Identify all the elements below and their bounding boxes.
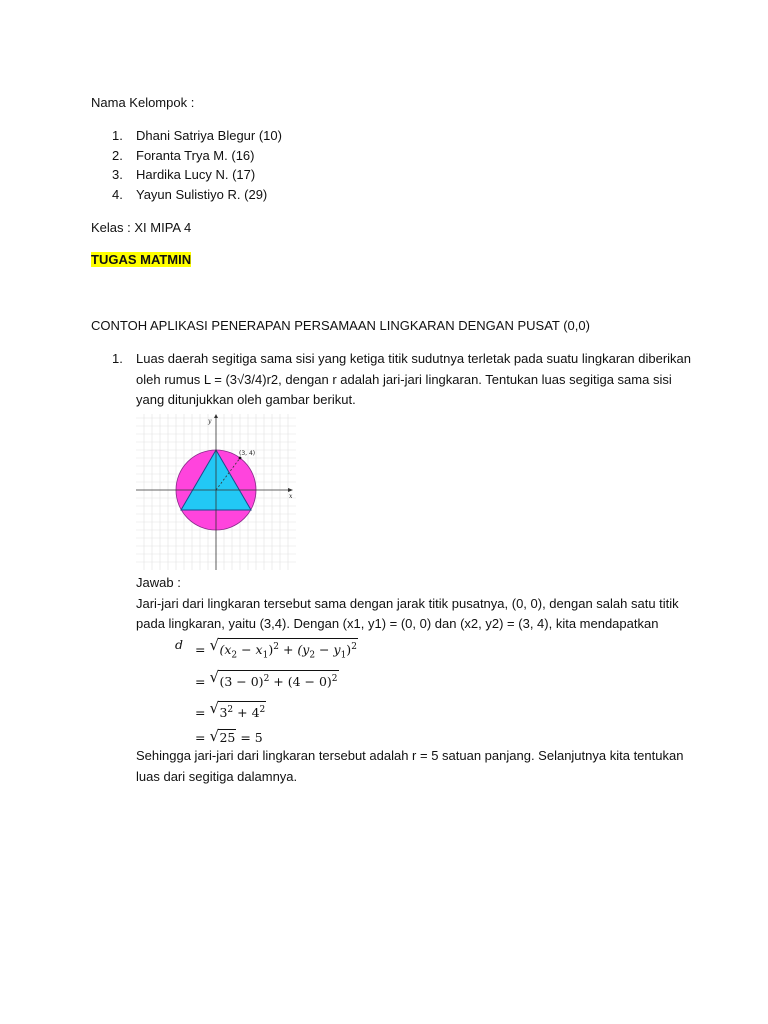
circle-triangle-figure bbox=[136, 414, 296, 570]
math-sup: 2 bbox=[263, 674, 270, 684]
answer-label: Jawab : bbox=[136, 575, 181, 590]
kelas-label: Kelas : XI MIPA 4 bbox=[91, 220, 192, 235]
math-line-1 bbox=[195, 638, 358, 664]
math-sup: 2 bbox=[331, 674, 338, 684]
math-term: − y bbox=[315, 642, 341, 658]
math-term: 25 bbox=[219, 730, 236, 745]
math-term: + (4 − 0) bbox=[269, 674, 332, 690]
tugas-highlight: TUGAS MATMIN bbox=[91, 252, 192, 267]
point-marker bbox=[239, 457, 242, 460]
equals-sign: = bbox=[195, 705, 206, 721]
list-item: Hardika Lucy N. (17) bbox=[136, 167, 256, 182]
x-axis-label: x bbox=[289, 493, 293, 500]
math-line-2 bbox=[195, 670, 339, 690]
math-term: ) bbox=[268, 642, 274, 658]
list-item: Yayun Sulistiyo R. (29) bbox=[136, 187, 268, 202]
answer-text: pada lingkaran, yaitu (3,4). Dengan (x1, y1) = (0, 0) dan (x2, y2) = (3, 4), kita mendapatkan bbox=[136, 616, 659, 631]
math-sub: 1 bbox=[262, 650, 269, 661]
equals-sign: = bbox=[195, 730, 206, 745]
math-term: ) bbox=[346, 642, 352, 658]
list-item-number: 4. bbox=[112, 187, 123, 202]
math-term: (x bbox=[219, 642, 232, 658]
math-term: − x bbox=[237, 642, 263, 658]
question-text: oleh rumus L = (3√3/4)r2, dengan r adalah jari-jari lingkaran. Tentukan luas segitiga sama sisi bbox=[136, 372, 672, 387]
section-title: CONTOH APLIKASI PENERAPAN PERSAMAAN LINGKARAN DENGAN PUSAT (0,0) bbox=[91, 318, 590, 333]
math-term: 3 bbox=[219, 705, 228, 721]
list-item: Foranta Trya M. (16) bbox=[136, 148, 255, 163]
question-text: yang ditunjukkan oleh gambar berikut. bbox=[136, 392, 356, 407]
math-variable-d: d bbox=[175, 637, 184, 652]
math-line-4 bbox=[195, 729, 263, 746]
list-item-number: 3. bbox=[112, 167, 123, 182]
tugas-title bbox=[91, 252, 191, 268]
question-number: 1. bbox=[112, 351, 123, 366]
math-sup: 2 bbox=[227, 705, 234, 715]
list-item-number: 2. bbox=[112, 148, 123, 163]
math-term: + (y bbox=[278, 642, 310, 658]
conclusion-text: Sehingga jari-jari dari lingkaran tersebut adalah r = 5 satuan panjang. Selanjutnya kita tentukan bbox=[136, 748, 684, 763]
math-term: = 5 bbox=[236, 730, 263, 745]
sqrt-expression: √ $(3 - 0)^2 + (4 - 0)^2$ bbox=[209, 668, 338, 690]
math-line-3 bbox=[195, 701, 266, 721]
math-term: (3 − 0) bbox=[219, 674, 264, 690]
sqrt-expression: √ 25 bbox=[209, 727, 236, 745]
math-sub: 2 bbox=[231, 650, 238, 661]
math-term: + 4 bbox=[233, 705, 260, 721]
math-sub: 1 bbox=[340, 650, 347, 661]
math-sup: 2 bbox=[273, 642, 279, 652]
math-sup: 2 bbox=[259, 705, 266, 715]
question-text: Luas daerah segitiga sama sisi yang ketiga titik sudutnya terletak pada suatu lingkaran diberikan bbox=[136, 351, 692, 366]
point-label: (3, 4) bbox=[239, 450, 256, 457]
list-item-number: 1. bbox=[112, 128, 123, 143]
y-axis-label: y bbox=[208, 418, 212, 425]
math-sup: 2 bbox=[351, 642, 357, 652]
list-item: Dhani Satriya Blegur (10) bbox=[136, 128, 282, 143]
equals-sign: = bbox=[195, 674, 206, 690]
math-sub: 2 bbox=[309, 650, 316, 661]
answer-text: Jari-jari dari lingkaran tersebut sama dengan jarak titik pusatnya, (0, 0), dengan salah satu titik bbox=[136, 596, 679, 611]
sqrt-expression: √ $3^2 + 4^2$ bbox=[209, 699, 266, 721]
nama-kelompok-label: Nama Kelompok : bbox=[91, 95, 195, 110]
equals-sign: = bbox=[195, 642, 206, 658]
sqrt-expression: √ $(x_2 - x_1)^2 + (y_2 - y_1)^2$ bbox=[209, 638, 357, 664]
conclusion-text: luas dari segitiga dalamnya. bbox=[136, 769, 298, 784]
